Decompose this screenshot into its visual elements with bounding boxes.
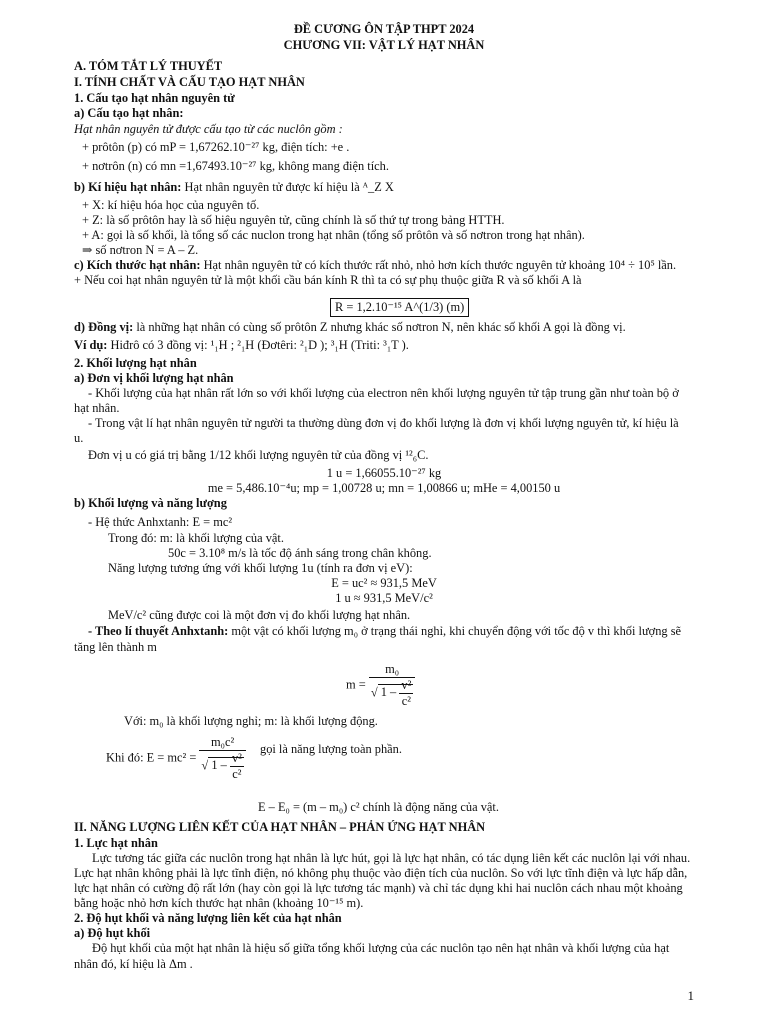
text-line: nhân đó, kí hiệu là Δm . [74,957,193,971]
text-line: c) Kích thước hạt nhân: Hạt nhân nguyên tử có kích thước rất nhỏ, nhỏ hơn kích thước nguyên tử khoảng 10⁴ ÷ 10⁵ lần. [74,258,677,272]
text-line: A. TÓM TẮT LÝ THUYẾT [74,59,223,73]
text-line: Trong đó: m: là khối lượng của vật. [108,531,284,545]
text-line: Với: m₀ là khối lượng nghỉ; m: là khối lượng động. [124,714,378,728]
v-over-c-fraction [399,678,413,709]
energy-prefix: Khi đó: E = mc² = [106,750,197,765]
text-line: - Trong vật lí hạt nhân nguyên tử người ta thường dùng đơn vị đo khối lượng là đơn vị khối lượng nguyên tử, kí hiệu là [88,416,679,430]
energy-v-squared: v² [231,751,242,765]
energy-c-squared: c² [232,767,242,781]
text-line: + Nếu coi hạt nhân nguyên tử là một khối cầu bán kính R thì ta có sự phụ thuộc giữa R và số khối A là [74,273,582,287]
relativistic-mass-formula [346,662,415,709]
text-line: + Z: là số prôtôn hay là số hiệu nguyên tử, cũng chính là số thứ tự trong bảng HTTH. [82,213,505,227]
text-line: bằng hoặc nhỏ hơn kích thước hạt nhân (khoảng 10⁻¹⁵ m). [74,896,364,910]
text-line: E – E₀ = (m – m₀) c² chính là động năng của vật. [258,800,499,814]
text-line: gọi là năng lượng toàn phần. [260,742,402,756]
text-line: 1. Lực hạt nhân [74,836,158,850]
text-line: R = 1,2.10⁻¹⁵ A^(1/3) (m) [330,298,469,317]
energy-numerator: m₀c² [199,735,245,751]
text-line: lực hạt nhân có cường độ rất lớn (hay còn gọi là lực tương tác mạnh) và chỉ tác dụng khi hai nuclôn cách nhau một khoảng [74,881,683,895]
text-line: E = uc² ≈ 931,5 MeV [331,576,437,590]
total-energy-formula [106,735,246,782]
formula-one-minus: 1 – [380,685,397,700]
text-line: 1 u ≈ 931,5 MeV/c² [335,591,433,605]
text-line: tăng lên thành m [74,640,157,654]
text-line: Năng lượng tương ứng với khối lượng 1u (tính ra đơn vị eV): [108,561,413,575]
text-line: 2. Độ hụt khối và năng lượng liên kết của hạt nhân [74,911,342,925]
text-line: + A: gọi là số khối, là tổng số các nuclon trong hạt nhân (tổng số prôtôn và số nơtron trong hạt nhân). [82,228,585,242]
text-line: Hạt nhân nguyên tử được cấu tạo từ các nuclôn gồm : [74,122,343,136]
formula-denominator: √ 1 – $\frac{\text{v²}}{\text{c²}}$ [370,678,412,708]
text-line: + prôtôn (p) có mP = 1,67262.10⁻²⁷ kg, điện tích: +e . [82,140,350,154]
text-line: II. NĂNG LƯỢNG LIÊN KẾT CỦA HẠT NHÂN – PHẢN ỨNG HẠT NHÂN [74,820,486,834]
text-line: hạt nhân. [74,401,120,415]
text-line: 1. Cấu tạo hạt nhân nguyên tử [74,91,235,105]
text-line: + nơtrôn (n) có mn =1,67493.10⁻²⁷ kg, không mang điện tích. [82,159,389,173]
formula-lhs: m = [346,677,366,692]
chapter-title: CHƯƠNG VII: VẬT LÝ HẠT NHÂN [283,38,485,52]
text-line: 1 u = 1,66055.10⁻²⁷ kg [326,466,442,480]
text-line: u. [74,431,84,445]
text-line: a) Cấu tạo hạt nhân: [74,106,184,120]
text-line: Ví dụ: Hiđrô có 3 đồng vị: ¹₁H ; ²₁H (Đơtêri: ²₁D ); ³₁H (Triti: ³₁T ). [74,338,409,352]
text-line: 50c = 3.10⁸ m/s là tốc độ ánh sáng trong chân không. [168,546,432,560]
text-line: b) Kí hiệu hạt nhân: Hạt nhân nguyên tử được kí hiệu là ᴬ_Z X [74,180,394,194]
text-line: a) Đơn vị khối lượng hạt nhân [74,371,234,385]
text-line: ⇒ số nơtron N = A – Z. [82,243,199,257]
text-line: - Hệ thức Anhxtanh: E = mc² [88,515,233,529]
text-line: Lực hạt nhân không phải là lực tĩnh điện, nó không phụ thuộc vào điện tích của nuclôn. So với lực tĩnh điện và lực hấp dẫn, [74,866,688,880]
v-squared: v² [401,678,412,692]
document-title: ĐỀ CƯƠNG ÔN TẬP THPT 2024 [293,22,475,36]
text-line: - Theo lí thuyết Anhxtanh: một vật có khối lượng m₀ ở trạng thái nghỉ, khi chuyển động với tốc độ v thì khối lượng sẽ [88,624,682,638]
text-line: - Khối lượng của hạt nhân rất lớn so với khối lượng của electron nên khối lượng nguyên tử tập trung gần như toàn bộ ở [88,386,679,400]
text-line: d) Đồng vị: là những hạt nhân có cùng số prôtôn Z nhưng khác số nơtron N, nên khác số khối A gọi là đồng vị. [74,320,626,334]
text-line: + X: kí hiệu hóa học của nguyên tố. [82,198,260,212]
text-line: Lực tương tác giữa các nuclôn trong hạt nhân là lực hút, gọi là lực hạt nhân, có tác dụng liên kết các nuclôn lại với nhau. [92,851,691,865]
text-line: Đơn vị u có giá trị bằng 1/12 khối lượng nguyên tử của đồng vị ¹²₆C. [88,448,429,462]
energy-denominator: √ 1 – $\frac{\text{v²}}{\text{c²}}$ [201,751,242,781]
c-squared: c² [401,694,411,708]
text-line: I. TÍNH CHẤT VÀ CẤU TẠO HẠT NHÂN [74,75,305,89]
text-line: 2. Khối lượng hạt nhân [74,356,197,370]
energy-fraction [199,735,245,782]
text-line: b) Khối lượng và năng lượng [74,496,227,510]
text-line: Độ hụt khối của một hạt nhân là hiệu số giữa tổng khối lượng của các nuclôn tạo nên hạt nhân và khối lượng của hạt [92,941,670,955]
text-line: a) Độ hụt khối [74,926,151,940]
formula-numerator: m₀ [369,662,415,678]
energy-v-over-c [230,751,244,782]
energy-one-minus: 1 – [211,758,227,773]
page-number: 1 [687,988,694,1003]
text-line: MeV/c² cũng được coi là một đơn vị đo khối lượng hạt nhân. [108,608,411,622]
formula-fraction [369,662,415,709]
text-line: me = 5,486.10⁻⁴u; mp = 1,00728 u; mn = 1,00866 u; mHe = 4,00150 u [207,481,561,495]
